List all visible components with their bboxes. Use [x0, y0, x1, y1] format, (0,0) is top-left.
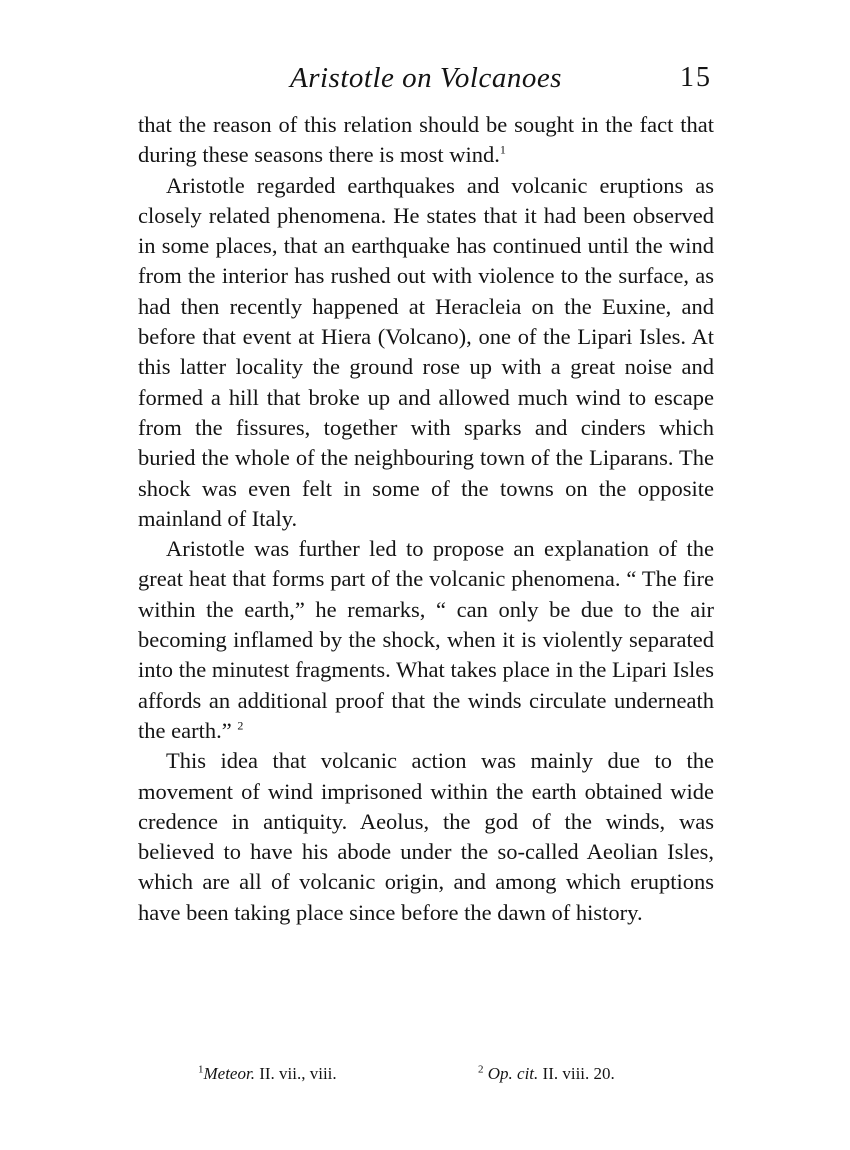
- footnote-number: 2: [478, 1063, 484, 1076]
- footnote-work: Meteor.: [203, 1064, 255, 1083]
- footnote-citation: II. viii. 20.: [542, 1064, 615, 1083]
- footnote-work: Op. cit.: [487, 1064, 539, 1083]
- paragraph-text: Aristotle regarded earthquakes and volcanic eruptions as closely related phenomena. He states that it had been observed in some places, that an earthquake has continued until the wind from the interior has rushed out with violence to the surface, as had then recently happened at Heracleia on the Euxine, and before that event at Hiera (Volcano), one of the Lipari Isles. At this latter locality the ground rose up with a great noise and formed a hill that broke up and allowed much wind to escape from the fissures, together with sparks and cinders which buried the whole of the neighbouring town of the Liparans. The shock was even felt in some of the towns on the opposite mainland of Italy.: [138, 172, 714, 531]
- footnote-reference: 2: [237, 718, 244, 733]
- body-text: [138, 110, 714, 928]
- paragraph-continuation: [138, 110, 714, 171]
- footnote-reference: 1: [499, 142, 506, 157]
- paragraph-text: that the reason of this relation should be sought in the fact that during these seasons there is most wind.: [138, 112, 714, 168]
- footnotes: [138, 1060, 714, 1088]
- footnote-2: [478, 1060, 615, 1088]
- page-number: 15: [680, 62, 712, 93]
- paragraph-text: Aristotle was further led to propose an explanation of the great heat that forms part of the volcanic phenomena. “ The fire within the earth,” he remarks, “ can only be due to the air becoming inflamed by the shock, when it is violently separated into the minutest fragments. What takes place in the Lipari Isles affords an additional proof that the winds circulate underneath the earth.”: [138, 536, 714, 743]
- paragraph-aeolus: [138, 746, 714, 928]
- footnote-1: [198, 1060, 337, 1088]
- running-head: [138, 56, 714, 100]
- running-title: Aristotle on Volcanoes: [290, 62, 562, 94]
- paragraph-heat: [138, 534, 714, 746]
- paragraph-text: This idea that volcanic action was mainly due to the movement of wind imprisoned within the earth obtained wide credence in antiquity. Aeolus, the god of the winds, was believed to have his abode under the so-called Aeolian Isles, which are all of volcanic origin, and among which eruptions have been taking place since before the dawn of history.: [138, 748, 714, 925]
- footnote-citation: II. vii., viii.: [259, 1064, 337, 1083]
- paragraph-earthquakes: [138, 171, 714, 535]
- footnote-number: 1: [198, 1063, 204, 1076]
